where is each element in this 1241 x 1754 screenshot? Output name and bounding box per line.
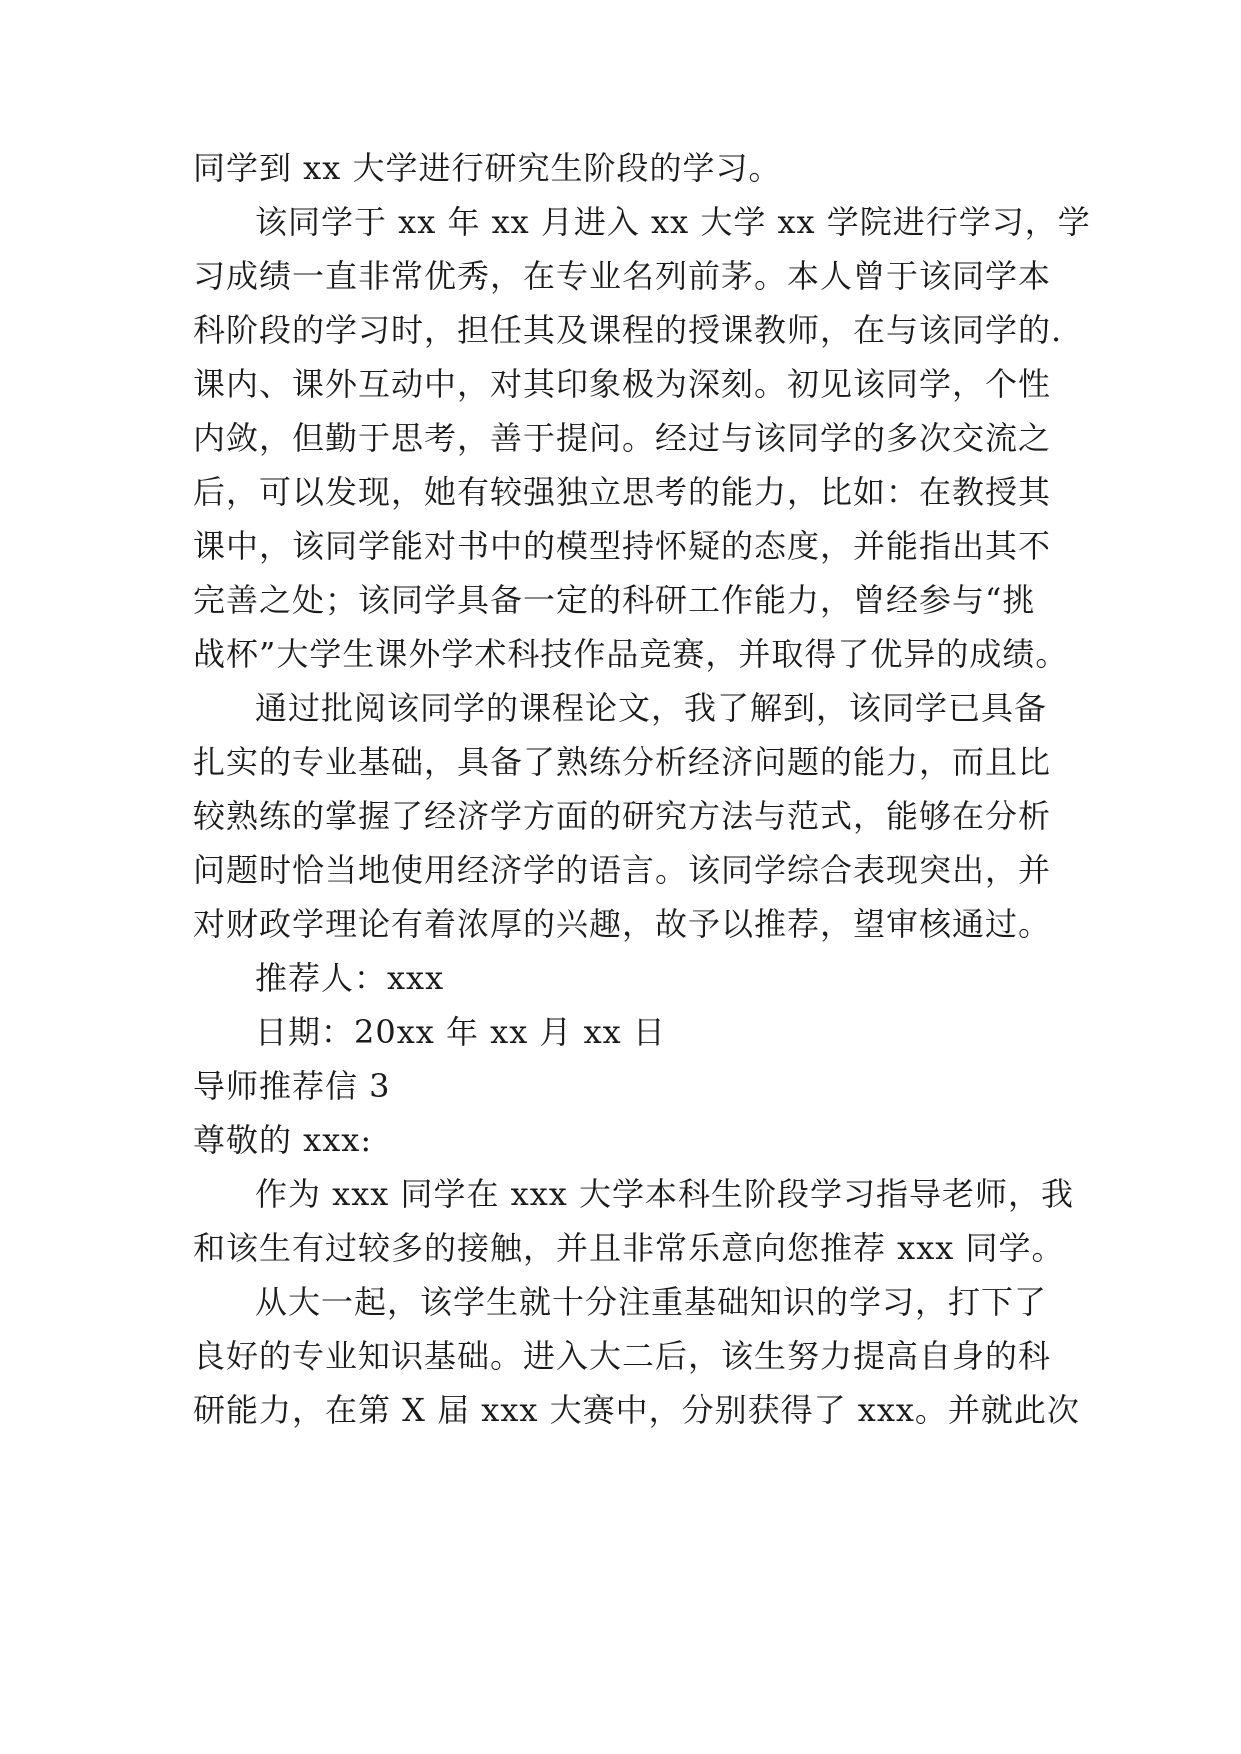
- text-line: 扎实的专业基础，具备了熟练分析经济问题的能力，而且比: [193, 743, 1052, 781]
- text-line: 习成绩一直非常优秀，在专业名列前茅。本人曾于该同学本: [193, 257, 1052, 295]
- date-line: 日期：20xx 年 xx 月 xx 日: [255, 1013, 666, 1051]
- text-line: 对财政学理论有着浓厚的兴趣，故予以推荐，望审核通过。: [193, 905, 1052, 943]
- paragraph-start-line: 作为 xxx 同学在 xxx 大学本科生阶段学习指导老师，我: [255, 1175, 1074, 1213]
- paragraph-start-line: 通过批阅该同学的课程论文，我了解到，该同学已具备: [255, 689, 1048, 727]
- recommender-line: 推荐人：xxx: [255, 959, 445, 997]
- text-line: 问题时恰当地使用经济学的语言。该同学综合表现突出，并: [193, 851, 1052, 889]
- text-line: 良好的专业知识基础。进入大二后，该生努力提高自身的科: [193, 1337, 1052, 1375]
- text-line: 同学到 xx 大学进行研究生阶段的学习。: [193, 149, 782, 187]
- text-line: 课中，该同学能对书中的模型持怀疑的态度，并能指出其不: [193, 527, 1052, 565]
- paragraph-start-line: 从大一起，该学生就十分注重基础知识的学习，打下了: [255, 1283, 1048, 1321]
- section-heading: 导师推荐信 3: [193, 1067, 391, 1105]
- text-line: 战杯”大学生课外学术科技作品竞赛，并取得了优异的成绩。: [193, 635, 1069, 673]
- text-line: 内敛，但勤于思考，善于提问。经过与该同学的多次交流之: [193, 419, 1052, 457]
- salutation: 尊敬的 xxx:: [193, 1121, 373, 1159]
- text-line: 后，可以发现，她有较强独立思考的能力，比如：在教授其: [193, 473, 1052, 511]
- paragraph-start-line: 该同学于 xx 年 xx 月进入 xx 大学 xx 学院进行学习，学: [255, 203, 1091, 241]
- text-line: 研能力，在第 X 届 xxx 大赛中，分别获得了 xxx。并就此次: [193, 1391, 1080, 1429]
- text-line: 科阶段的学习时，担任其及课程的授课教师，在与该同学的.: [193, 311, 1063, 349]
- text-line: 完善之处；该同学具备一定的科研工作能力，曾经参与“挑: [193, 581, 1036, 619]
- text-line: 和该生有过较多的接触，并且非常乐意向您推荐 xxx 同学。: [193, 1229, 1065, 1267]
- text-line: 较熟练的掌握了经济学方面的研究方法与范式，能够在分析: [193, 797, 1052, 835]
- text-line: 课内、课外互动中，对其印象极为深刻。初见该同学，个性: [193, 365, 1052, 403]
